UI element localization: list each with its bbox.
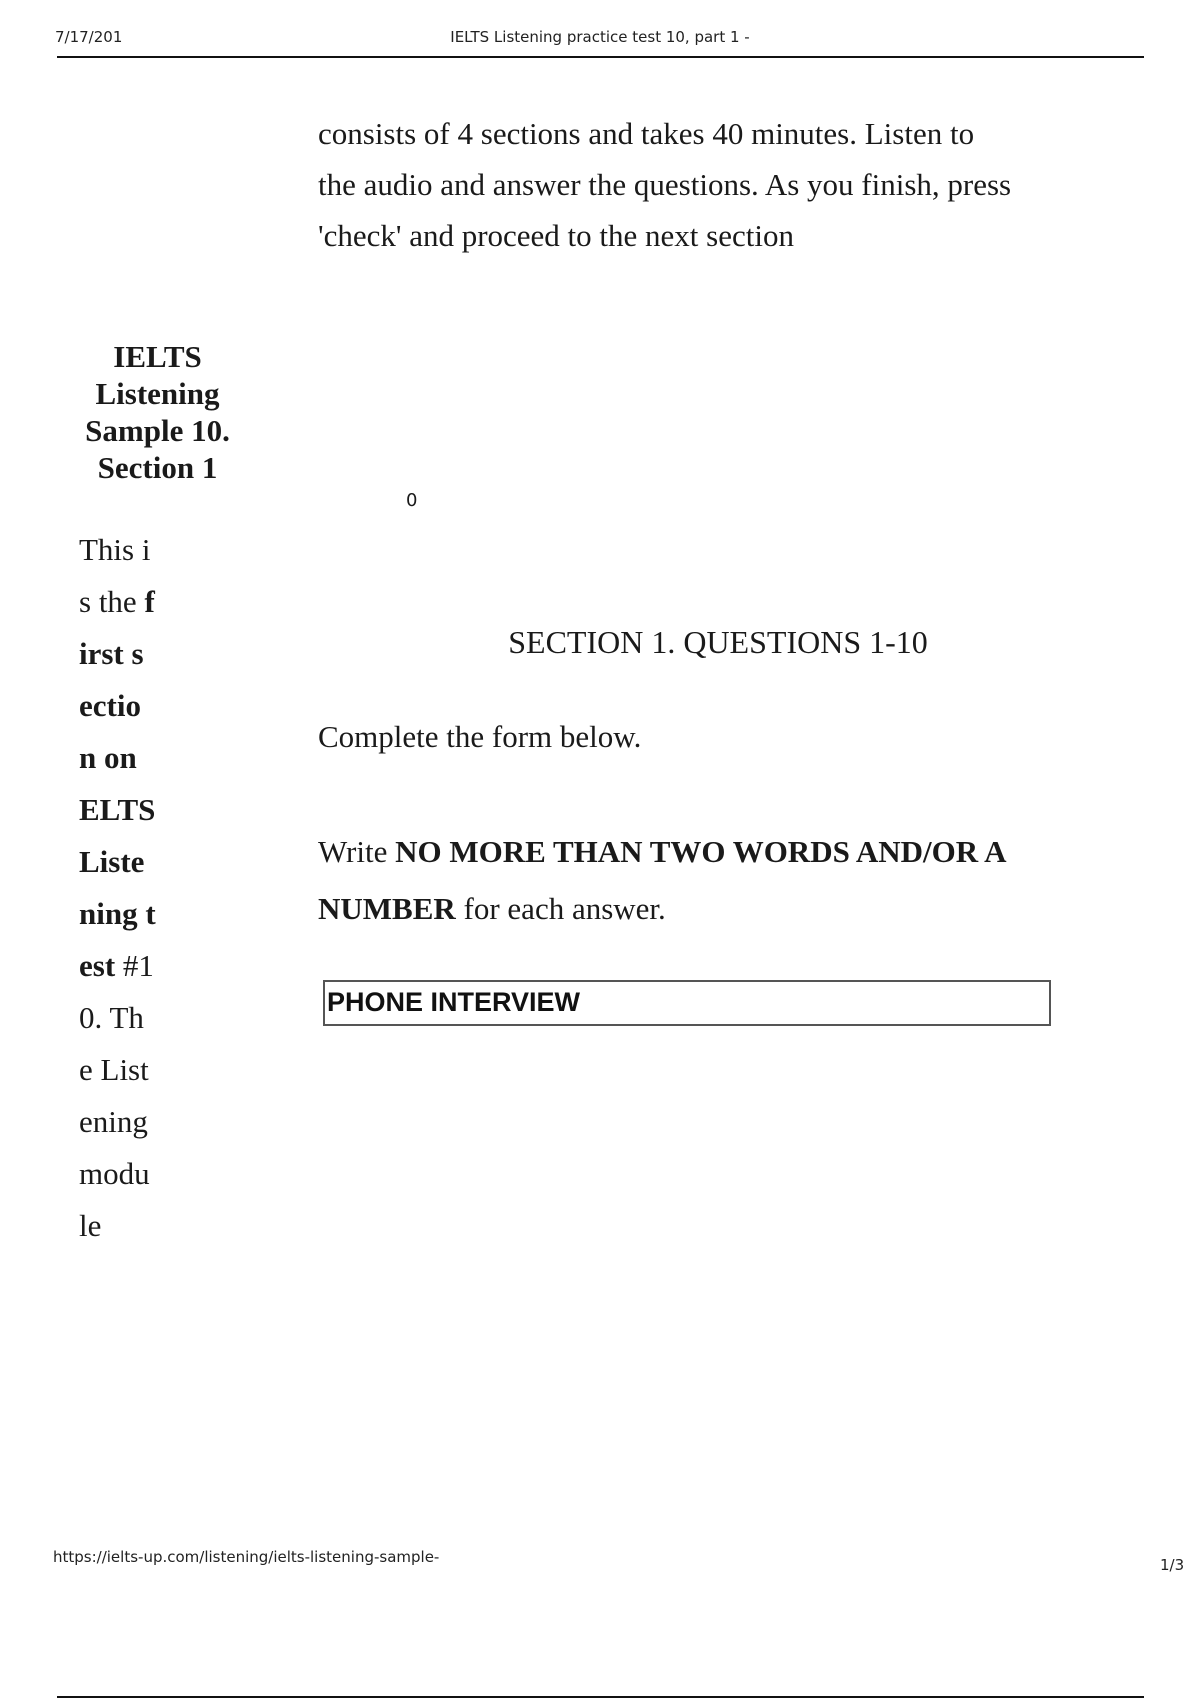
- intro-paragraph: consists of 4 sections and takes 40 minutes. Listen to the audio and answer the questions. As you finish, press 'check' and proceed to the next section: [318, 116, 1012, 253]
- header-divider: [57, 56, 1144, 58]
- footer-divider: [57, 1696, 1144, 1698]
- sidebar-text-part2: #10. The Listening module: [79, 948, 154, 1243]
- form-table: [323, 980, 1051, 1026]
- answer-instruction: [318, 823, 1038, 937]
- audio-play-counter: 0: [406, 490, 418, 511]
- print-footer-url: https://ielts-up.com/listening/ielts-listening-sample-: [53, 1548, 440, 1566]
- form-instruction: Complete the form below.: [318, 719, 642, 754]
- print-header: [55, 26, 1145, 56]
- section-heading: SECTION 1. QUESTIONS 1-10: [508, 624, 928, 660]
- sidebar-text-bold: first section on ELTS Listening test: [79, 584, 156, 983]
- sidebar-title: IELTS Listening Sample 10. Section 1: [85, 339, 230, 485]
- print-page-number: 1/3: [1160, 1556, 1185, 1574]
- print-date: 7/17/201: [55, 28, 123, 46]
- answer-instruction-suffix: for each answer.: [455, 891, 666, 926]
- sidebar-description: [79, 524, 157, 1252]
- answer-instruction-prefix: Write: [318, 834, 396, 869]
- sidebar-text-part1: This is the: [79, 532, 151, 619]
- form-table-title: PHONE INTERVIEW: [327, 987, 581, 1017]
- print-page-title: IELTS Listening practice test 10, part 1 -: [450, 28, 750, 46]
- answer-instruction-limit: NO MORE THAN TWO WORDS AND/OR A NUMBER: [318, 834, 1005, 926]
